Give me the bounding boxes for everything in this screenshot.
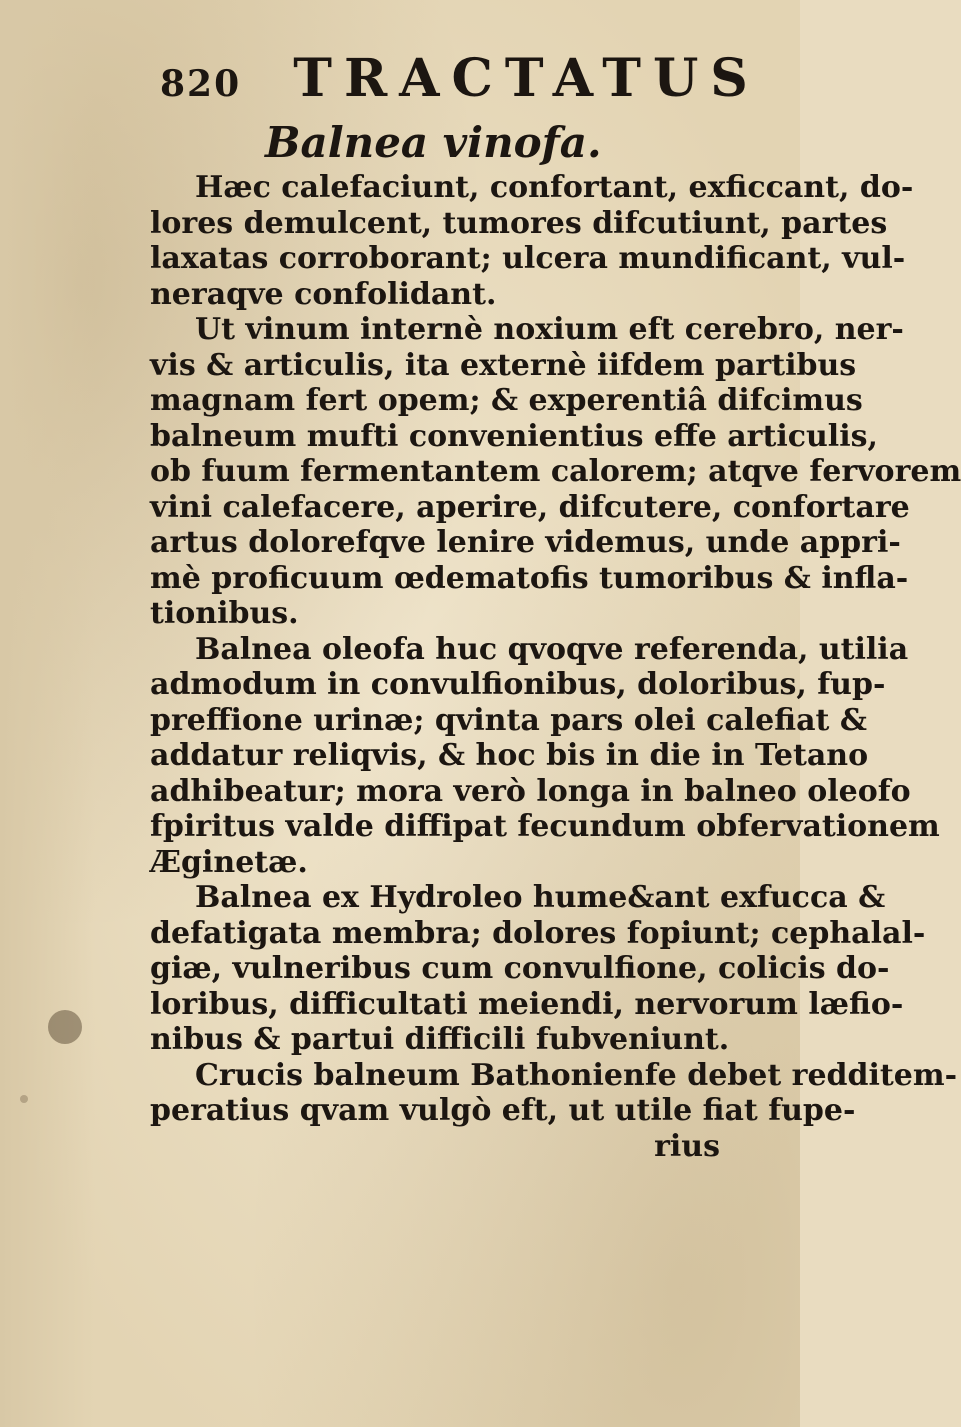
text-line: tionibus. bbox=[150, 596, 299, 631]
text-line: Ut vinum internè noxium eft cerebro, ner- bbox=[195, 312, 904, 347]
text-line: mè proficuum œdematofis tumoribus & infla- bbox=[150, 560, 909, 596]
section-title: Balnea vinofa. bbox=[265, 118, 602, 167]
text-line: fpiritus valde diffipat fecundum obfervationem bbox=[150, 809, 940, 844]
text-line: ob fuum fermentantem calorem; atqve fervorem bbox=[150, 454, 961, 489]
text-line: magnam fert opem; & experentiâ difcimus bbox=[150, 383, 863, 418]
text-line: vini calefacere, aperire, difcutere, confortare bbox=[150, 489, 910, 525]
ink-blot bbox=[48, 1010, 82, 1044]
text-line: giæ, vulneribus cum convulfione, colicis do- bbox=[150, 951, 890, 986]
text-line: defatigata membra; dolores fopiunt; cephalal- bbox=[150, 915, 926, 951]
text-line: Balnea oleofa huc qvoqve referenda, utilia bbox=[195, 631, 909, 667]
page-number: 820 bbox=[160, 63, 242, 105]
text-line: preffione urinæ; qvinta pars olei calefiat & bbox=[150, 702, 867, 738]
page-shadow bbox=[0, 0, 95, 1427]
text-line: addatur reliqvis, & hoc bis in die in Tetano bbox=[150, 738, 869, 773]
text-line: adhibeatur; mora verò longa in balneo oleofo bbox=[150, 773, 911, 809]
ink-blot bbox=[20, 1095, 28, 1103]
text-line: Crucis balneum Bathonienfe debet redditem- bbox=[195, 1057, 958, 1093]
text-line: laxatas corroborant; ulcera mundificant, vul- bbox=[150, 241, 906, 276]
text-line: peratius qvam vulgò eft, ut utile fiat fupe- bbox=[150, 1093, 856, 1128]
running-title: TRACTATUS bbox=[293, 48, 760, 109]
text-line: artus dolorefqve lenire videmus, unde appri- bbox=[150, 525, 901, 560]
text-line: admodum in convulfionibus, doloribus, fup- bbox=[150, 667, 886, 702]
body-text bbox=[150, 170, 961, 1164]
text-line: loribus, difficultati meiendi, nervorum læfio- bbox=[150, 986, 904, 1022]
catchword: rius bbox=[654, 1128, 720, 1164]
text-line: balneum mufti convenientius effe articulis, bbox=[150, 418, 878, 454]
text-line: neraqve confolidant. bbox=[150, 276, 497, 312]
text-line: lores demulcent, tumores difcutiunt, partes bbox=[150, 205, 888, 241]
text-line: Hæc calefaciunt, confortant, exficcant, do- bbox=[195, 170, 914, 205]
text-line: Æginetæ. bbox=[150, 844, 308, 880]
running-header bbox=[160, 48, 760, 109]
text-line: nibus & partui difficili fubveniunt. bbox=[150, 1022, 730, 1057]
text-line: Balnea ex Hydroleo hume&ant exfucca & bbox=[195, 880, 886, 915]
text-line: vis & articulis, ita externè iifdem partibus bbox=[150, 347, 857, 383]
